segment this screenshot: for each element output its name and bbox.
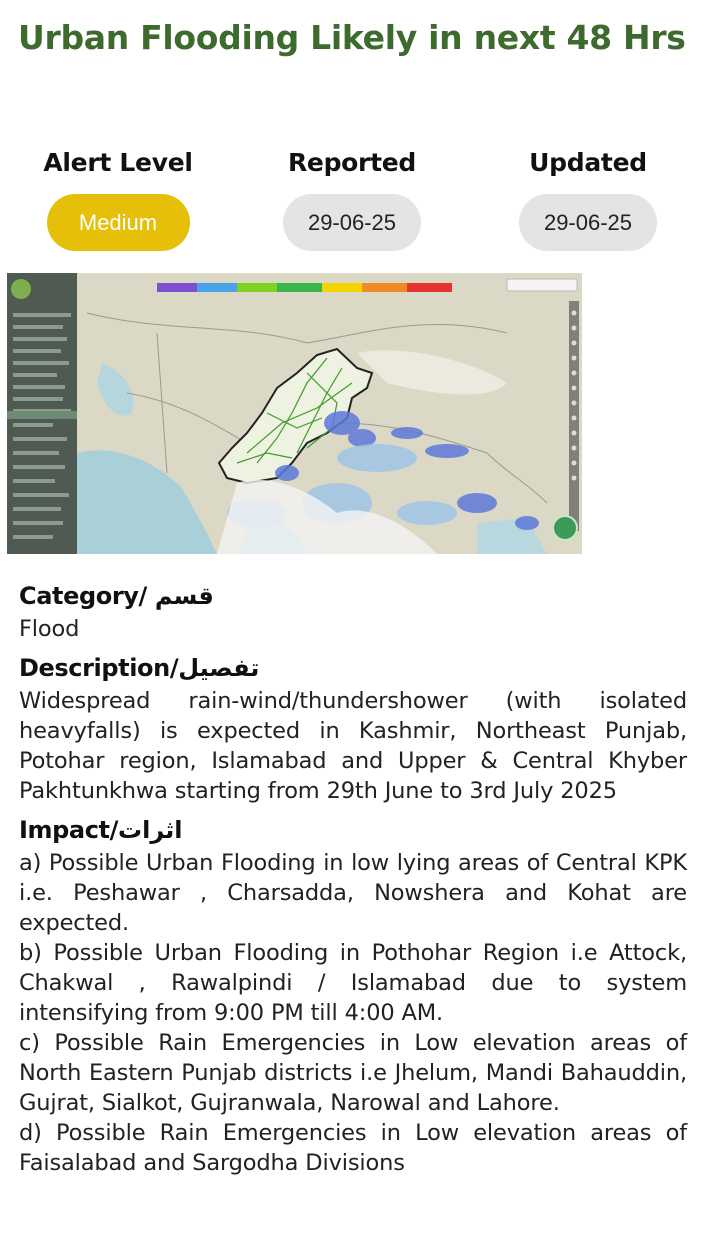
category-heading: Category/ قسم xyxy=(19,582,214,610)
page-title: Urban Flooding Likely in next 48 Hrs xyxy=(18,18,686,57)
weather-radar-map[interactable] xyxy=(7,273,582,554)
impact-item: c) Possible Rain Emergencies in Low elevation areas of North Eastern Punjab districts i.e Jhelum, Mandi Bahauddin, Gujrat, Sialkot, Gujranwala, Narowal and Lahore. xyxy=(19,1030,687,1116)
description-heading: Description/تفصیل xyxy=(19,654,260,682)
reported-stat xyxy=(252,146,452,251)
impact-item: b) Possible Urban Flooding in Pothohar Region i.e Attock, Chakwal , Rawalpindi / Islamabad due to system intensifying from 9:00 PM till 4:00 AM. xyxy=(19,940,687,1026)
alert-level-badge: Medium xyxy=(47,194,190,251)
description-text: Widespread rain-wind/thundershower (with isolated heavyfalls) is expected in Kashmir, Northeast Punjab, Potohar region, Islamabad and Upper & Central Khyber Pakhtunkhwa starting from 29th June to 3rd July 2025 xyxy=(19,688,687,804)
alert-level-stat xyxy=(18,146,218,251)
updated-label: Updated xyxy=(529,148,647,177)
reported-date-badge: 29-06-25 xyxy=(283,194,421,251)
map-image xyxy=(7,273,582,554)
updated-date-badge: 29-06-25 xyxy=(519,194,657,251)
impact-list xyxy=(19,848,687,1178)
impact-item: a) Possible Urban Flooding in low lying areas of Central KPK i.e. Peshawar , Charsadda, Nowshera and Kohat are expected. xyxy=(19,850,687,936)
reported-label: Reported xyxy=(287,148,416,177)
category-value: Flood xyxy=(19,616,80,642)
alert-details xyxy=(19,578,687,1178)
updated-stat xyxy=(488,146,688,251)
alert-level-label: Alert Level xyxy=(43,148,193,177)
impact-heading: Impact/اثرات xyxy=(19,816,183,844)
alert-stats xyxy=(0,146,706,256)
impact-item: d) Possible Rain Emergencies in Low elevation areas of Faisalabad and Sargodha Divisions xyxy=(19,1120,687,1176)
